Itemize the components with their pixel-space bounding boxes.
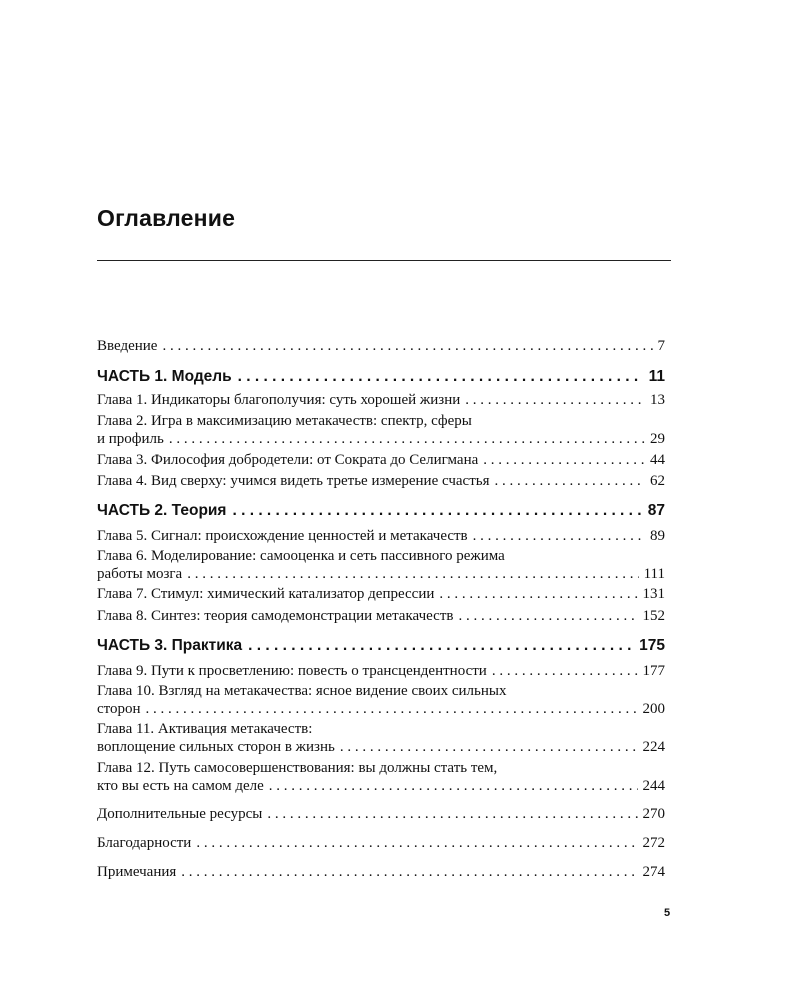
toc-entry-label: Примечания — [97, 864, 177, 880]
toc-entry-label: воплощение сильных сторон в жизнь — [97, 739, 335, 755]
toc-entry-label: Глава 1. Индикаторы благополучия: суть хорошей жизни — [97, 392, 461, 408]
toc-part-1[interactable] — [97, 368, 665, 386]
dot-leader — [238, 368, 643, 386]
page-number: 5 — [664, 907, 671, 919]
toc-entry-page: 44 — [650, 452, 665, 468]
title-divider — [97, 260, 671, 261]
dot-leader — [196, 834, 637, 852]
toc-entry-label: Благодарности — [97, 835, 192, 851]
dot-leader — [146, 700, 638, 718]
toc-entry-page: 224 — [642, 739, 665, 755]
toc-part-label: ЧАСТЬ 1. Модель — [97, 368, 232, 385]
toc-entry-chapter-7[interactable] — [97, 585, 665, 603]
toc-entry-page: 62 — [650, 473, 665, 489]
toc-entry-chapter-5[interactable] — [97, 527, 665, 545]
toc-entry-chapter-12[interactable] — [97, 777, 665, 795]
toc-entry-label: Глава 9. Пути к просветлению: повесть о трансцендентности — [97, 663, 487, 679]
toc-entry-label: Глава 5. Сигнал: происхождение ценностей и метакачеств — [97, 528, 468, 544]
toc-entry-chapter-9[interactable] — [97, 662, 665, 680]
toc-entry-chapter-10-line-1[interactable]: Глава 10. Взгляд на метакачества: ясное видение своих сильных — [97, 683, 507, 699]
toc-entry-introduction[interactable] — [97, 337, 665, 355]
toc-entry-page: 244 — [642, 778, 665, 794]
toc-entry-chapter-11-line-1[interactable]: Глава 11. Активация метакачеств: — [97, 721, 313, 737]
toc-entry-label: Глава 8. Синтез: теория самодемонстрации метакачеств — [97, 608, 454, 624]
toc-part-page: 87 — [647, 502, 665, 519]
dot-leader — [232, 502, 641, 520]
dot-leader — [495, 472, 646, 490]
toc-part-page: 11 — [648, 368, 665, 385]
toc-entry-label: Дополнительные ресурсы — [97, 806, 263, 822]
toc-entry-chapter-1[interactable] — [97, 391, 665, 409]
toc-entry-label: и профиль — [97, 431, 164, 447]
toc-part-label: ЧАСТЬ 3. Практика — [97, 637, 243, 654]
toc-entry-chapter-4[interactable] — [97, 472, 665, 490]
toc-entry-chapter-6[interactable] — [97, 565, 665, 583]
toc-entry-chapter-12-line-1[interactable]: Глава 12. Путь самосовершенствования: вы должны стать тем, — [97, 760, 498, 776]
dot-leader — [267, 805, 637, 823]
toc-entry-page: 89 — [650, 528, 665, 544]
dot-leader — [162, 337, 652, 355]
toc-part-2[interactable] — [97, 502, 665, 520]
dot-leader — [492, 662, 638, 680]
dot-leader — [169, 430, 645, 448]
dot-leader — [248, 637, 633, 655]
dot-leader — [473, 527, 645, 545]
dot-leader — [465, 391, 645, 409]
toc-entry-chapter-2[interactable] — [97, 430, 665, 448]
toc-part-label: ЧАСТЬ 2. Теория — [97, 502, 227, 519]
toc-part-page: 175 — [639, 637, 665, 654]
toc-entry-page: 177 — [642, 663, 665, 679]
toc-entry-page: 274 — [642, 864, 665, 880]
dot-leader — [187, 565, 638, 583]
toc-entry-notes[interactable] — [97, 863, 665, 881]
toc-entry-label: Глава 3. Философия добродетели: от Сократа до Селигмана — [97, 452, 479, 468]
dot-leader — [458, 607, 637, 625]
toc-entry-page: 13 — [650, 392, 665, 408]
toc-part-3[interactable] — [97, 637, 665, 655]
toc-entry-page: 29 — [650, 431, 665, 447]
toc-entry-page: 270 — [642, 806, 665, 822]
toc-entry-label: Введение — [97, 338, 158, 354]
toc-entry-label: работы мозга — [97, 566, 183, 582]
dot-leader — [439, 585, 637, 603]
toc-entry-page: 111 — [643, 566, 665, 582]
toc-entry-page: 131 — [642, 586, 665, 602]
toc-entry-label: кто вы есть на самом деле — [97, 778, 264, 794]
toc-entry-acknowledgements[interactable] — [97, 834, 665, 852]
toc-entry-chapter-3[interactable] — [97, 451, 665, 469]
toc-entry-page: 200 — [642, 701, 665, 717]
toc-entry-chapter-6-line-1[interactable]: Глава 6. Моделирование: самооценка и сеть пассивного режима — [97, 548, 505, 564]
toc-entry-label: Глава 7. Стимул: химический катализатор депрессии — [97, 586, 435, 602]
toc-entry-resources[interactable] — [97, 805, 665, 823]
toc-entry-page: 152 — [642, 608, 665, 624]
dot-leader — [483, 451, 645, 469]
toc-entry-label: сторон — [97, 701, 141, 717]
dot-leader — [181, 863, 637, 881]
toc-entry-chapter-8[interactable] — [97, 607, 665, 625]
toc-entry-label: Глава 4. Вид сверху: учимся видеть третье измерение счастья — [97, 473, 490, 489]
toc-entry-chapter-10[interactable] — [97, 700, 665, 718]
dot-leader — [340, 738, 638, 756]
toc-entry-page: 272 — [642, 835, 665, 851]
page-title: Оглавление — [97, 205, 236, 231]
dot-leader — [269, 777, 638, 795]
toc-entry-chapter-2-line-1[interactable]: Глава 2. Игра в максимизацию метакачеств: спектр, сферы — [97, 413, 472, 429]
toc-entry-chapter-11[interactable] — [97, 738, 665, 756]
toc-entry-page: 7 — [657, 338, 665, 354]
